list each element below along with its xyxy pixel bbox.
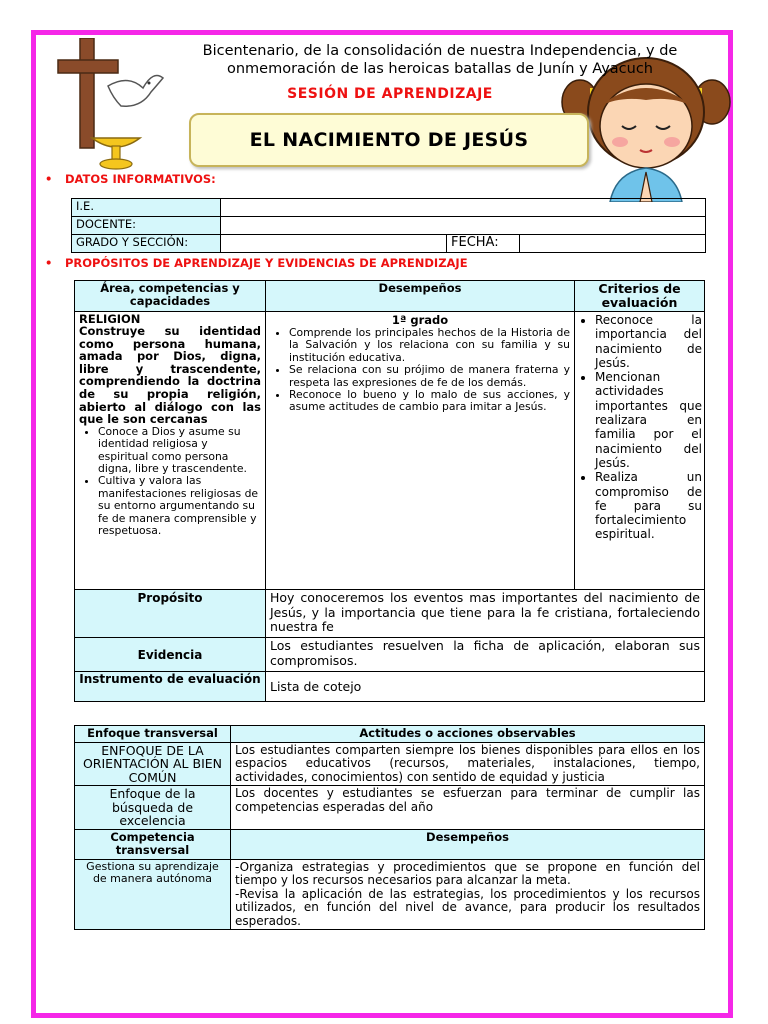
capacidad-item: • Cultiva y valora las manifestaciones religiosas de su entorno argumentando su fe de manera comprensible y respetuosa. bbox=[98, 475, 261, 537]
criterio-item: • Mencionan actividades importantes que realizara en familia por el nacimiento del Jesús. bbox=[595, 370, 702, 470]
enfoque-table bbox=[74, 725, 705, 930]
gestiona-aprendizaje-label: Gestiona su aprendizaje de manera autónoma bbox=[75, 859, 231, 930]
enfoque-col2-header: Actitudes o acciones observables bbox=[231, 726, 705, 743]
enfoque-col1-header: Enfoque transversal bbox=[75, 726, 231, 743]
enfoque-bien-comun-text: Los estudiantes comparten siempre los bienes disponibles para ellos en los espacios educativos (recursos, materiales, instalaciones, tiempo, actividades, conocimientos) con sentido de equidad y justicia bbox=[231, 742, 705, 786]
section-datos-label: DATOS INFORMATIVOS: bbox=[65, 172, 216, 186]
proposito-text: Hoy conoceremos los eventos mas importantes del nacimiento de Jesús, y la importancia que tiene para la fe cristiana, fortaleciendo nuestra fe bbox=[266, 590, 705, 638]
competencia-text: Construye su identidad como persona humana, amada por Dios, digna, libre y trascendente, comprendiendo la doctrina de su propia religión, abierto al diálogo con las que le son cercanas bbox=[79, 324, 261, 427]
col-desempenos-header: Desempeños bbox=[266, 281, 575, 312]
desempenos-list bbox=[270, 327, 570, 414]
desempenos-cell bbox=[266, 312, 575, 590]
capacidad-item: • Conoce a Dios y asume su identidad religiosa y espiritual como persona digna, libre y trascendente. bbox=[98, 426, 261, 476]
col-criterios-header bbox=[575, 281, 705, 312]
session-title bbox=[189, 113, 589, 167]
info-grado-value[interactable] bbox=[221, 235, 447, 253]
proposito-label: Propósito bbox=[75, 590, 266, 638]
enfoque-bien-comun-label: ENFOQUE DE LA ORIENTACIÓN AL BIEN COMÚN bbox=[75, 742, 231, 786]
bullet-icon: • bbox=[45, 172, 53, 186]
session-title-text: EL NACIMIENTO DE JESÚS bbox=[249, 129, 529, 151]
enfoque-excelencia-label: Enfoque de la búsqueda de excelencia bbox=[75, 786, 231, 830]
capacidades-list bbox=[79, 426, 261, 538]
desempeno-item: • Se relaciona con su prójimo de manera fraterna y respeta las expresiones de fe de los demás. bbox=[289, 364, 570, 389]
criterio-item: • Reconoce la importancia del nacimiento de Jesús. bbox=[595, 313, 702, 370]
instrumento-label: Instrumento de evaluación bbox=[75, 672, 266, 702]
propositos-table bbox=[74, 280, 705, 702]
section-propositos-label: PROPÓSITOS DE APRENDIZAJE Y EVIDENCIAS DE APRENDIZAJE bbox=[65, 256, 468, 270]
evidencia-label: Evidencia bbox=[75, 638, 266, 672]
cross-dove-chalice-illustration bbox=[50, 38, 170, 173]
info-ie-value[interactable] bbox=[221, 199, 706, 217]
info-fecha-value[interactable] bbox=[520, 235, 706, 253]
competencia-desempenos-header: Desempeños bbox=[231, 829, 705, 859]
info-docente-label: DOCENTE: bbox=[72, 217, 221, 235]
grado-label: 1ª grado bbox=[391, 313, 449, 327]
gestiona-text-2: -Revisa la aplicación de las estrategias, los procedimientos y los recursos utilizados, en función del nivel de avance, para producir los resultados esperados. bbox=[235, 886, 700, 928]
info-docente-value[interactable] bbox=[221, 217, 706, 235]
section-datos-informativos bbox=[45, 172, 216, 186]
info-fecha-label: FECHA: bbox=[447, 235, 520, 253]
criterios-cell bbox=[575, 312, 705, 590]
gestiona-text-1: -Organiza estrategias y procedimientos que se propone en función del tiempo y los recursos necesarios para alcanzar la meta. bbox=[235, 859, 700, 887]
section-propositos bbox=[45, 256, 468, 270]
area-name: RELIGION bbox=[79, 312, 141, 326]
desempeno-item: • Comprende los principales hechos de la Historia de la Salvación y los relaciona con su familia y su institución educativa. bbox=[289, 327, 570, 364]
competencia-transversal-header: Competencia transversal bbox=[75, 829, 231, 859]
col-criterios-text: Criterios de evaluación bbox=[598, 281, 681, 310]
criterio-item: • Realiza un compromiso de fe para su fortalecimiento espiritual. bbox=[595, 470, 702, 541]
session-label: SESIÓN DE APRENDIZAJE bbox=[287, 86, 493, 102]
enfoque-excelencia-text: Los docentes y estudiantes se esfuerzan para terminar de cumplir las competencias esperadas del año bbox=[231, 786, 705, 830]
criterios-list bbox=[577, 313, 702, 542]
desempeno-item: • Reconoce lo bueno y lo malo de sus acciones, y asume actitudes de cambio para imitar a Jesús. bbox=[289, 389, 570, 414]
instrumento-text: Lista de cotejo bbox=[266, 672, 705, 702]
area-cell bbox=[75, 312, 266, 590]
info-ie-label: I.E. bbox=[72, 199, 221, 217]
evidencia-text: Los estudiantes resuelven la ficha de aplicación, elaboran sus compromisos. bbox=[266, 638, 705, 672]
col-area-header: Área, competencias y capacidades bbox=[75, 281, 266, 312]
info-grado-label: GRADO Y SECCIÓN: bbox=[72, 235, 221, 253]
info-table bbox=[71, 198, 706, 253]
gestiona-aprendizaje-text bbox=[231, 859, 705, 930]
header-line-1: Bicentenario, de la consolidación de nuestra Independencia, y de bbox=[202, 43, 678, 59]
bullet-icon: • bbox=[45, 256, 53, 270]
header-line-2: onmemoración de las heroicas batallas de Junín y Ayacuch bbox=[226, 61, 653, 77]
